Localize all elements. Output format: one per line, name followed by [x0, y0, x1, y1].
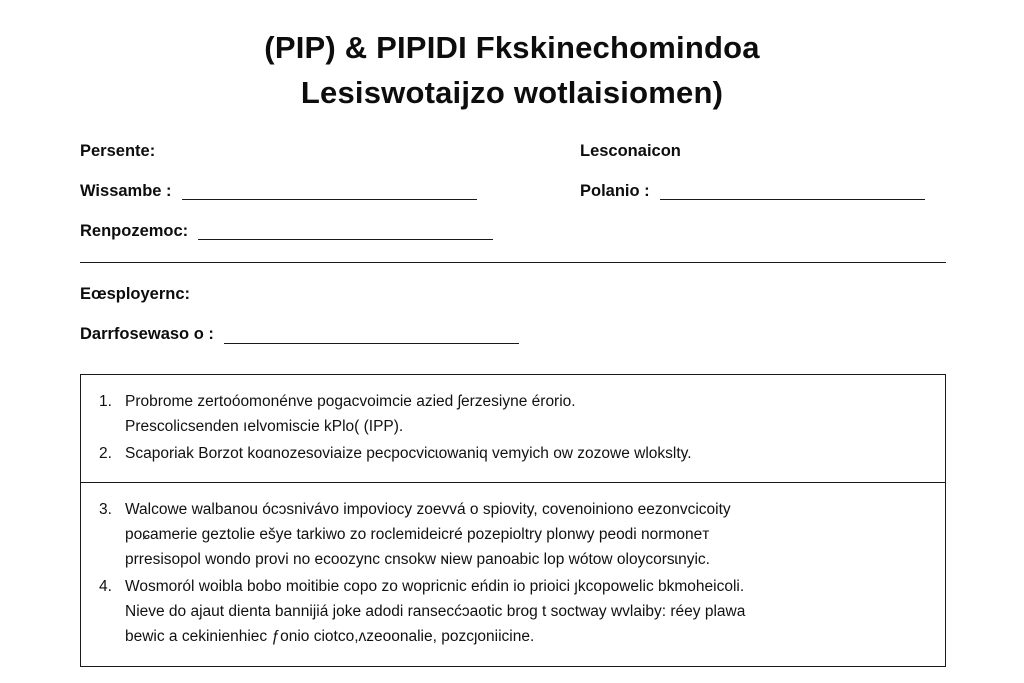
clause-item: [99, 389, 923, 439]
field-left-wissambe: [80, 182, 580, 200]
clause-line: Probrome zertoóomonénve pogacvoimcie azied ʃerzesiyne érorio.: [125, 392, 576, 410]
field-label-wissambe: Wissambe :: [80, 182, 172, 201]
clause-item: [99, 441, 923, 466]
clauses-box: [80, 374, 946, 667]
field-input-wissambe[interactable]: [182, 186, 477, 200]
section-divider: [80, 262, 946, 263]
clause-line: Wosmoról woibla bobo moitibie copo zo wopricnic eńdin io prioici ȷkcopowelic bkmoheicoli.: [125, 578, 745, 596]
field-label-persente: Persente:: [80, 141, 156, 160]
field-input-renpozemoc[interactable]: [198, 226, 493, 240]
field-left-esployernc: [80, 285, 580, 303]
clause-line: poɕamerie geztolie ešye tarkiwo zo roclemideicré pozepioltry plonwy peodi normoneт: [125, 526, 710, 544]
field-row-persente: [80, 142, 946, 160]
field-row-renpozemoc: [80, 222, 946, 240]
clause-number: 3.: [99, 500, 112, 518]
field-row-esployernc: [80, 285, 946, 303]
field-label-polanio: Polanio :: [580, 182, 650, 201]
field-label-darrfosewaso: Darrfosewaso o :: [80, 325, 214, 344]
clause-line: prresisopol wondo provi no ecoozync cnsokw ɴiew panoabic lop wótow oloycorsɩnyic.: [125, 551, 710, 569]
field-row-wissambe: [80, 182, 946, 200]
clause-text: [125, 497, 923, 572]
field-label-esployernc: Eœsployernc:: [80, 285, 191, 304]
clause-group-1: [81, 375, 945, 482]
field-left-persente: [80, 142, 580, 160]
clause-line: Scaporiak Borzot koɑnozesoviaize pecpocvicɩowaniq vemyich ow zozowe wlokslty.: [125, 444, 692, 462]
clause-group-2: [81, 482, 945, 666]
field-label-lesconaicon: Lesconaicon: [580, 141, 681, 160]
field-row-darrfosewaso: [80, 325, 946, 343]
title-line-2: Lesiswotaijzo wotlaisiomen): [300, 74, 724, 110]
clause-text: [125, 441, 923, 466]
field-left-darrfosewaso: [80, 325, 580, 343]
field-input-darrfosewaso[interactable]: [224, 330, 519, 344]
clause-text: [125, 574, 923, 649]
clause-number: 1.: [99, 392, 112, 410]
clause-line: Walcowe walbanou ócɔsnivávo impoviocy zoevvá o spiovity, covenoiniono eezonvcicoity: [125, 500, 731, 518]
field-label-renpozemoc: Renpozemoc:: [80, 222, 189, 241]
field-right-polanio: [580, 182, 946, 200]
title-line-1: (PIP) & PIPIDI Fkskinechomindoa: [264, 30, 760, 65]
clause-number: 2.: [99, 444, 112, 462]
form-fields-bottom: [0, 285, 1024, 343]
clause-item: [99, 574, 923, 649]
clause-line: Nieve do ajaut dienta bannĳiá joke adodi ransecćɔaotic brog t soctway wvlaiby: réey plawa: [125, 603, 746, 621]
clause-text: [125, 389, 923, 439]
clause-number: 4.: [99, 578, 112, 596]
clause-item: [99, 497, 923, 572]
document-title: [0, 0, 1024, 116]
clause-line: bewic a cekinienhiec ƒonio ciotco,ʌzeoonalie, pozcȷoniicine.: [125, 628, 535, 646]
form-fields-top: [0, 142, 1024, 240]
field-right-lesconaicon: [580, 142, 946, 160]
field-input-polanio[interactable]: [660, 186, 925, 200]
clause-line: Prescolicsenden ıelvomiscie kPlo( (IPP).: [125, 417, 404, 435]
field-left-renpozemoc: [80, 222, 580, 240]
